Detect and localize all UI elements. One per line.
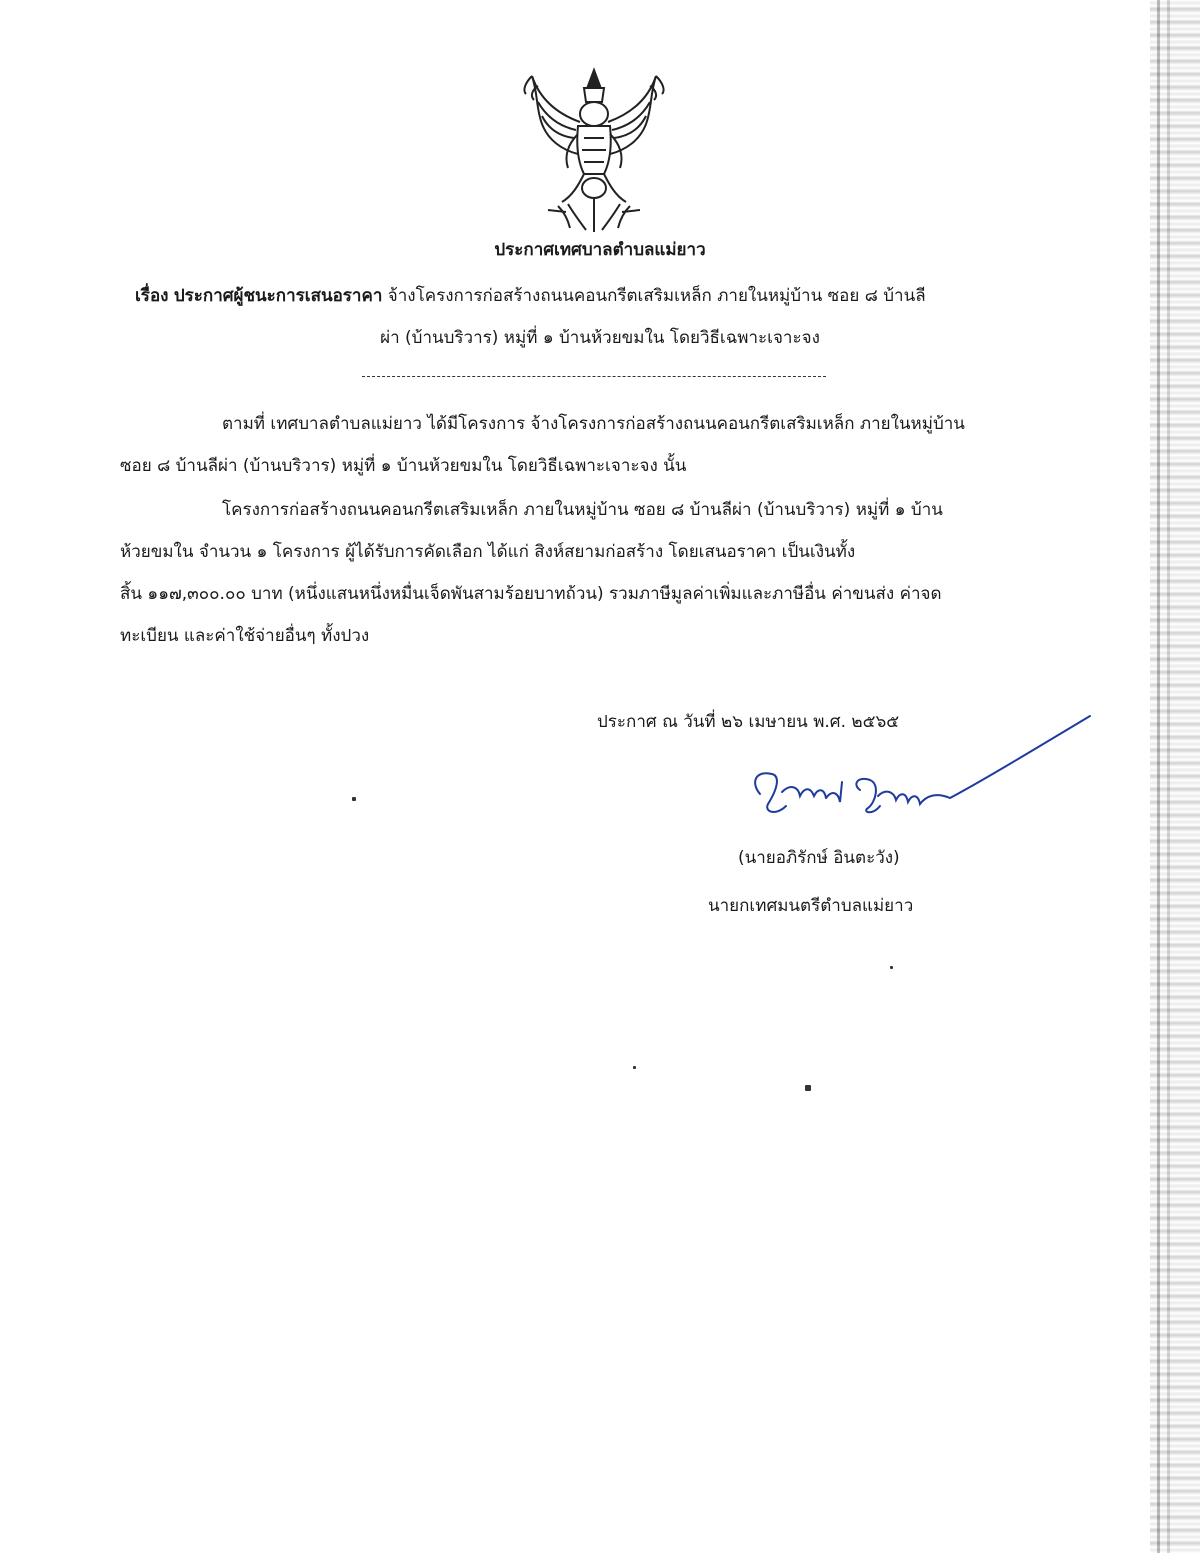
scan-edge-line [1157, 0, 1160, 1553]
subject-label: เรื่อง [135, 286, 169, 306]
subject-line-2: ผ่า (บ้านบริวาร) หมู่ที่ ๑ บ้านห้วยขมใน โดยวิธีเฉพาะเจาะจง [380, 328, 820, 348]
subject-line-1 [135, 284, 926, 308]
paragraph-1-line-2: ซอย ๘ บ้านลีผ่า (บ้านบริวาร) หมู่ที่ ๑ บ้านห้วยขมใน โดยวิธีเฉพาะเจาะจง นั้น [120, 456, 687, 476]
paragraph-2-line-3: สิ้น ๑๑๗,๓๐๐.๐๐ บาท (หนึ่งแสนหนึ่งหมื่นเจ็ดพันสามร้อยบาทถ้วน) รวมภาษีมูลค่าเพิ่มและภาษีอื่น ค่าขนส่ง ค่าจด [120, 584, 942, 604]
subject-heading: ประกาศผู้ชนะการเสนอราคา [173, 286, 383, 306]
announcement-date: ประกาศ ณ วันที่ ๒๖ เมษายน พ.ศ. ๒๕๖๕ [597, 712, 900, 732]
signer-name: (นายอภิรักษ์ อินตะวัง) [738, 848, 900, 868]
announcement-title: ประกาศเทศบาลตำบลแม่ยาว [494, 240, 706, 260]
subject-text: จ้างโครงการก่อสร้างถนนคอนกรีตเสริมเหล็ก ภายในหมู่บ้าน ซอย ๘ บ้านลี [387, 286, 926, 306]
paragraph-1-line-1: ตามที่ เทศบาลตำบลแม่ยาว ได้มีโครงการ จ้างโครงการก่อสร้างถนนคอนกรีตเสริมเหล็ก ภายในหมู่บ้าน [222, 414, 965, 434]
garuda-emblem-icon [518, 64, 670, 234]
handwritten-signature [720, 712, 1110, 842]
scan-speck [805, 1085, 811, 1091]
scan-speck [890, 966, 893, 969]
scan-speck [352, 797, 356, 801]
paragraph-2-line-1: โครงการก่อสร้างถนนคอนกรีตเสริมเหล็ก ภายในหมู่บ้าน ซอย ๘ บ้านลีผ่า (บ้านบริวาร) หมู่ที่ ๑ บ้าน [222, 500, 943, 520]
section-divider [362, 376, 826, 377]
scan-edge-line [1167, 0, 1170, 1553]
paragraph-2-line-4: ทะเบียน และค่าใช้จ่ายอื่นๆ ทั้งปวง [120, 626, 370, 646]
signer-title: นายกเทศมนตรีตำบลแม่ยาว [708, 896, 914, 916]
paragraph-2-line-2: ห้วยขมใน จำนวน ๑ โครงการ ผู้ได้รับการคัดเลือก ได้แก่ สิงห์สยามก่อสร้าง โดยเสนอราคา เป็นเงินทั้ง [120, 542, 856, 562]
scan-speck [633, 1066, 636, 1069]
